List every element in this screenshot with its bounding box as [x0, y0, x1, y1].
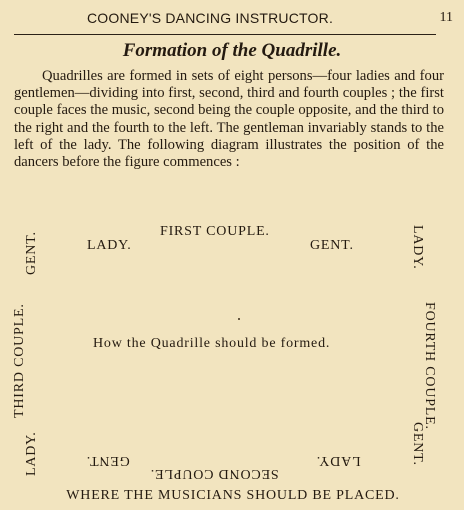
page-header: [70, 8, 460, 32]
section-title: Formation of the Quadrille.: [122, 40, 342, 61]
quadrille-paragraph: Quadrilles are formed in sets of eight persons—four ladies and four gentlemen—dividing into first, second, third and fourth couples ; the first couple faces the music, second being the couple opposite, and the third to the right and the fourth to the left. The gentleman invariably stands to the left of the lady. The following diagram illustrates the position of the dancers before the figure commences :: [14, 68, 444, 171]
right-lady-label: LADY.: [410, 225, 425, 270]
left-gent-label: GENT.: [24, 231, 39, 275]
top-lady-label: LADY.: [87, 238, 132, 253]
first-couple-label: FIRST COUPLE.: [160, 224, 270, 239]
third-couple-label: THIRD COUPLE.: [12, 303, 27, 418]
musicians-caption: WHERE THE MUSICIANS SHOULD BE PLACED.: [66, 488, 400, 503]
top-gent-label: GENT.: [310, 238, 354, 253]
bottom-gent-label: GENT.: [86, 453, 130, 468]
center-dot: [238, 318, 240, 320]
bottom-lady-label: LADY.: [316, 453, 361, 468]
fourth-couple-label: FOURTH COUPLE.: [422, 302, 437, 430]
page-number: 11: [439, 10, 453, 25]
header-rule: [14, 34, 436, 35]
left-lady-label: LADY.: [24, 431, 39, 476]
right-gent-label: GENT.: [410, 422, 425, 466]
second-couple-label: SECOND COUPLE.: [150, 466, 279, 481]
diagram-caption: How the Quadrille should be formed.: [93, 336, 331, 351]
running-title: COONEY'S DANCING INSTRUCTOR.: [87, 10, 334, 26]
